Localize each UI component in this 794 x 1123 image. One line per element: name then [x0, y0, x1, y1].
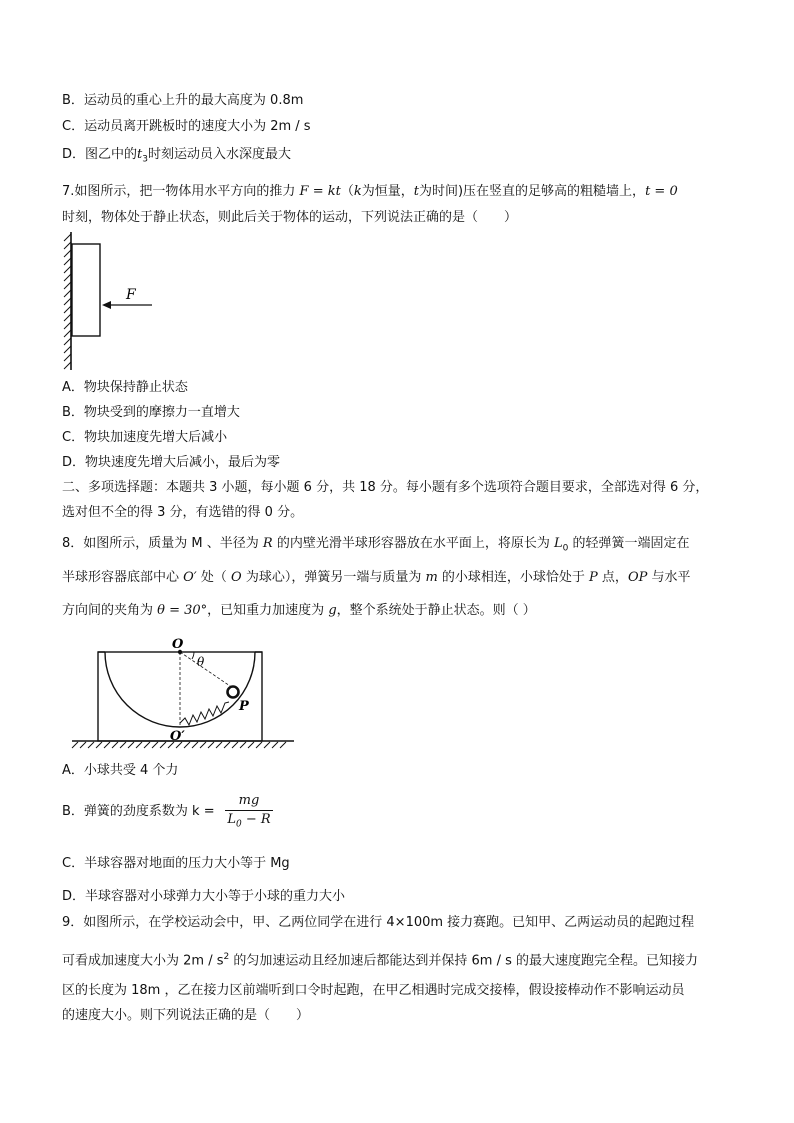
q7-stem-line1: 7.如图所示，把一物体用水平方向的推力 F = kt（k为恒量，t为时间)压在竖直的足够高的粗糙墙上，t = 0	[62, 184, 678, 199]
q8-stem-line2: 半球形容器底部中心 O′ 处（ O 为球心），弹簧另一端与质量为 m 的小球相连，小球恰处于 P 点，OP 与水平	[62, 570, 691, 585]
q9-stem-line2: 可看成加速度大小为 $2m / s^2$ 的匀加速运动且经加速后都能达到并保持 6m / s 的最大速度跑完全程。已知接力	[62, 952, 698, 969]
block	[72, 244, 100, 336]
theta-arc	[192, 652, 194, 659]
force-arrowhead	[102, 301, 111, 309]
stiffness-fraction: mg $L_0 - R$	[225, 793, 273, 833]
q6-option-b: B．运动员的重心上升的最大高度为 0.8m	[62, 93, 304, 108]
q9-stem-line4: 的速度大小。则下列说法正确的是（ ）	[62, 1008, 310, 1023]
q8-stem-line3: 方向间的夹角为 θ = 30°，已知重力加速度为 g，整个系统处于静止状态。则（ ）	[62, 603, 536, 618]
section2-heading-line1: 二、多项选择题：本题共 3 小题，每小题 6 分，共 18 分。每小题有多个选项符合题目要求，全部选对得 6 分，	[62, 480, 709, 495]
q8-option-a: A．小球共受 4 个力	[62, 763, 179, 778]
q7-option-d: D．物块速度先增大后减小，最后为零	[62, 455, 281, 470]
q8-hemisphere-figure	[68, 630, 298, 752]
section2-heading-line2: 选对但不全的得 3 分，有选错的得 0 分。	[62, 505, 304, 520]
q8-option-b: B．弹簧的劲度系数为 k =	[62, 804, 215, 819]
spring	[180, 702, 229, 725]
q8-option-d: D．半球容器对小球弹力大小等于小球的重力大小	[62, 889, 346, 904]
wall-hatching	[64, 234, 71, 369]
q7-option-b: B．物块受到的摩擦力一直增大	[62, 405, 240, 420]
op-dashed-line	[180, 652, 233, 688]
force-label: F	[126, 287, 136, 303]
q8-option-c: C．半球容器对地面的压力大小等于 Mg	[62, 856, 290, 871]
q7-stem-line2: 时刻，物体处于静止状态，则此后关于物体的运动，下列说法正确的是（ ）	[62, 210, 518, 225]
label-P: P	[239, 699, 249, 714]
q7-option-c: C．物块加速度先增大后减小	[62, 430, 228, 445]
q6-option-d: D．图乙中的$t_3$时刻运动员入水深度最大	[62, 147, 291, 165]
q9-stem-line3: 区的长度为 18m ，乙在接力区前端听到口令时起跑，在甲乙相遇时完成交接棒，假设接棒动作不影响运动员	[62, 983, 685, 998]
label-O: O	[172, 637, 184, 652]
q6-option-c: C．运动员离开跳板时的速度大小为 2m / s	[62, 119, 311, 134]
label-theta: θ	[197, 655, 205, 669]
ball	[228, 687, 239, 698]
q8-stem-line1: 8．如图所示，质量为 M 、半径为 R 的内壁光滑半球形容器放在水平面上，将原长为 $L_0$ 的轻弹簧一端固定在	[62, 536, 690, 554]
q9-stem-line1: 9．如图所示，在学校运动会中，甲、乙两位同学在进行 4×100m 接力赛跑。已知甲、乙两运动员的起跑过程	[62, 915, 695, 930]
label-O-prime: O′	[170, 729, 185, 744]
q7-wall-figure	[60, 230, 170, 375]
q7-option-a: A．物块保持静止状态	[62, 380, 188, 395]
